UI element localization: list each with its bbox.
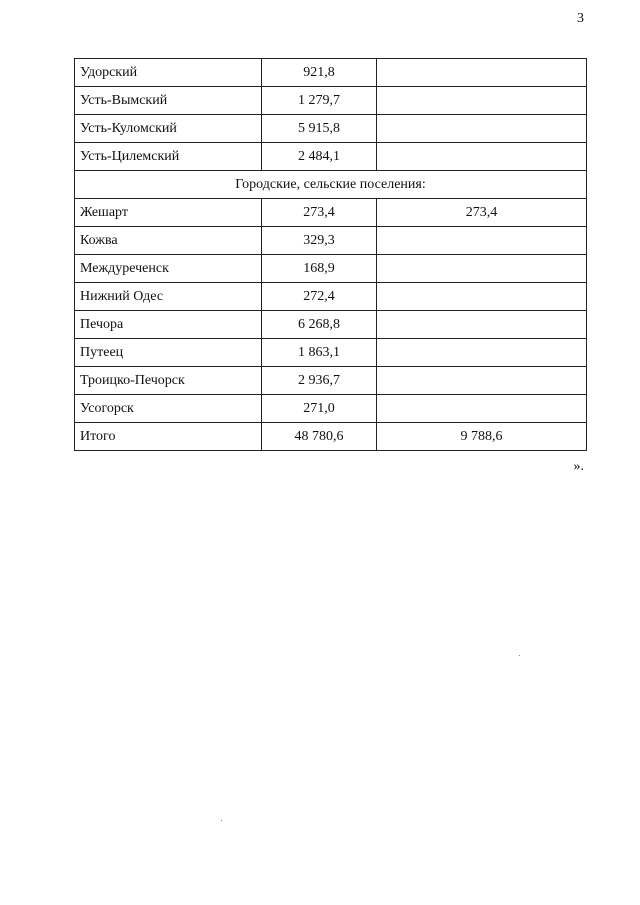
scan-speck xyxy=(519,655,520,656)
section-header: Городские, сельские поселения: xyxy=(75,171,587,199)
row-name: Кожва xyxy=(75,227,262,255)
table-row xyxy=(75,339,587,367)
row-value: 6 268,8 xyxy=(262,311,377,339)
page-number: 3 xyxy=(577,11,584,26)
row-name: Троицко-Печорск xyxy=(75,367,262,395)
table-row xyxy=(75,115,587,143)
table-row xyxy=(75,143,587,171)
row-extra xyxy=(377,255,587,283)
row-extra xyxy=(377,143,587,171)
row-name: Усть-Вымский xyxy=(75,87,262,115)
row-name: Удорский xyxy=(75,59,262,87)
row-value: 2 484,1 xyxy=(262,143,377,171)
table-row xyxy=(75,283,587,311)
table-row xyxy=(75,311,587,339)
row-value: 921,8 xyxy=(262,59,377,87)
row-extra xyxy=(377,339,587,367)
row-value: 272,4 xyxy=(262,283,377,311)
section-header-row xyxy=(75,171,587,199)
total-value: 48 780,6 xyxy=(262,423,377,451)
row-extra xyxy=(377,283,587,311)
table-row xyxy=(75,395,587,423)
row-name: Междуреченск xyxy=(75,255,262,283)
row-value: 273,4 xyxy=(262,199,377,227)
table-row xyxy=(75,199,587,227)
total-extra: 9 788,6 xyxy=(377,423,587,451)
total-label: Итого xyxy=(75,423,262,451)
row-name: Путеец xyxy=(75,339,262,367)
table-row xyxy=(75,255,587,283)
table-row xyxy=(75,59,587,87)
row-name: Усогорск xyxy=(75,395,262,423)
row-name: Усть-Куломский xyxy=(75,115,262,143)
row-value: 2 936,7 xyxy=(262,367,377,395)
row-value: 5 915,8 xyxy=(262,115,377,143)
row-value: 1 279,7 xyxy=(262,87,377,115)
row-extra xyxy=(377,87,587,115)
row-value: 1 863,1 xyxy=(262,339,377,367)
row-name: Нижний Одес xyxy=(75,283,262,311)
table-row xyxy=(75,227,587,255)
distribution-table xyxy=(74,58,587,451)
row-name: Печора xyxy=(75,311,262,339)
row-extra xyxy=(377,115,587,143)
table-row xyxy=(75,367,587,395)
row-value: 329,3 xyxy=(262,227,377,255)
table-row xyxy=(75,87,587,115)
row-value: 271,0 xyxy=(262,395,377,423)
row-extra xyxy=(377,59,587,87)
scan-speck xyxy=(221,820,222,821)
row-extra xyxy=(377,367,587,395)
row-extra: 273,4 xyxy=(377,199,587,227)
row-name: Жешарт xyxy=(75,199,262,227)
row-extra xyxy=(377,311,587,339)
row-extra xyxy=(377,395,587,423)
row-value: 168,9 xyxy=(262,255,377,283)
closing-quote: ». xyxy=(573,459,584,474)
row-extra xyxy=(377,227,587,255)
row-name: Усть-Цилемский xyxy=(75,143,262,171)
total-row xyxy=(75,423,587,451)
